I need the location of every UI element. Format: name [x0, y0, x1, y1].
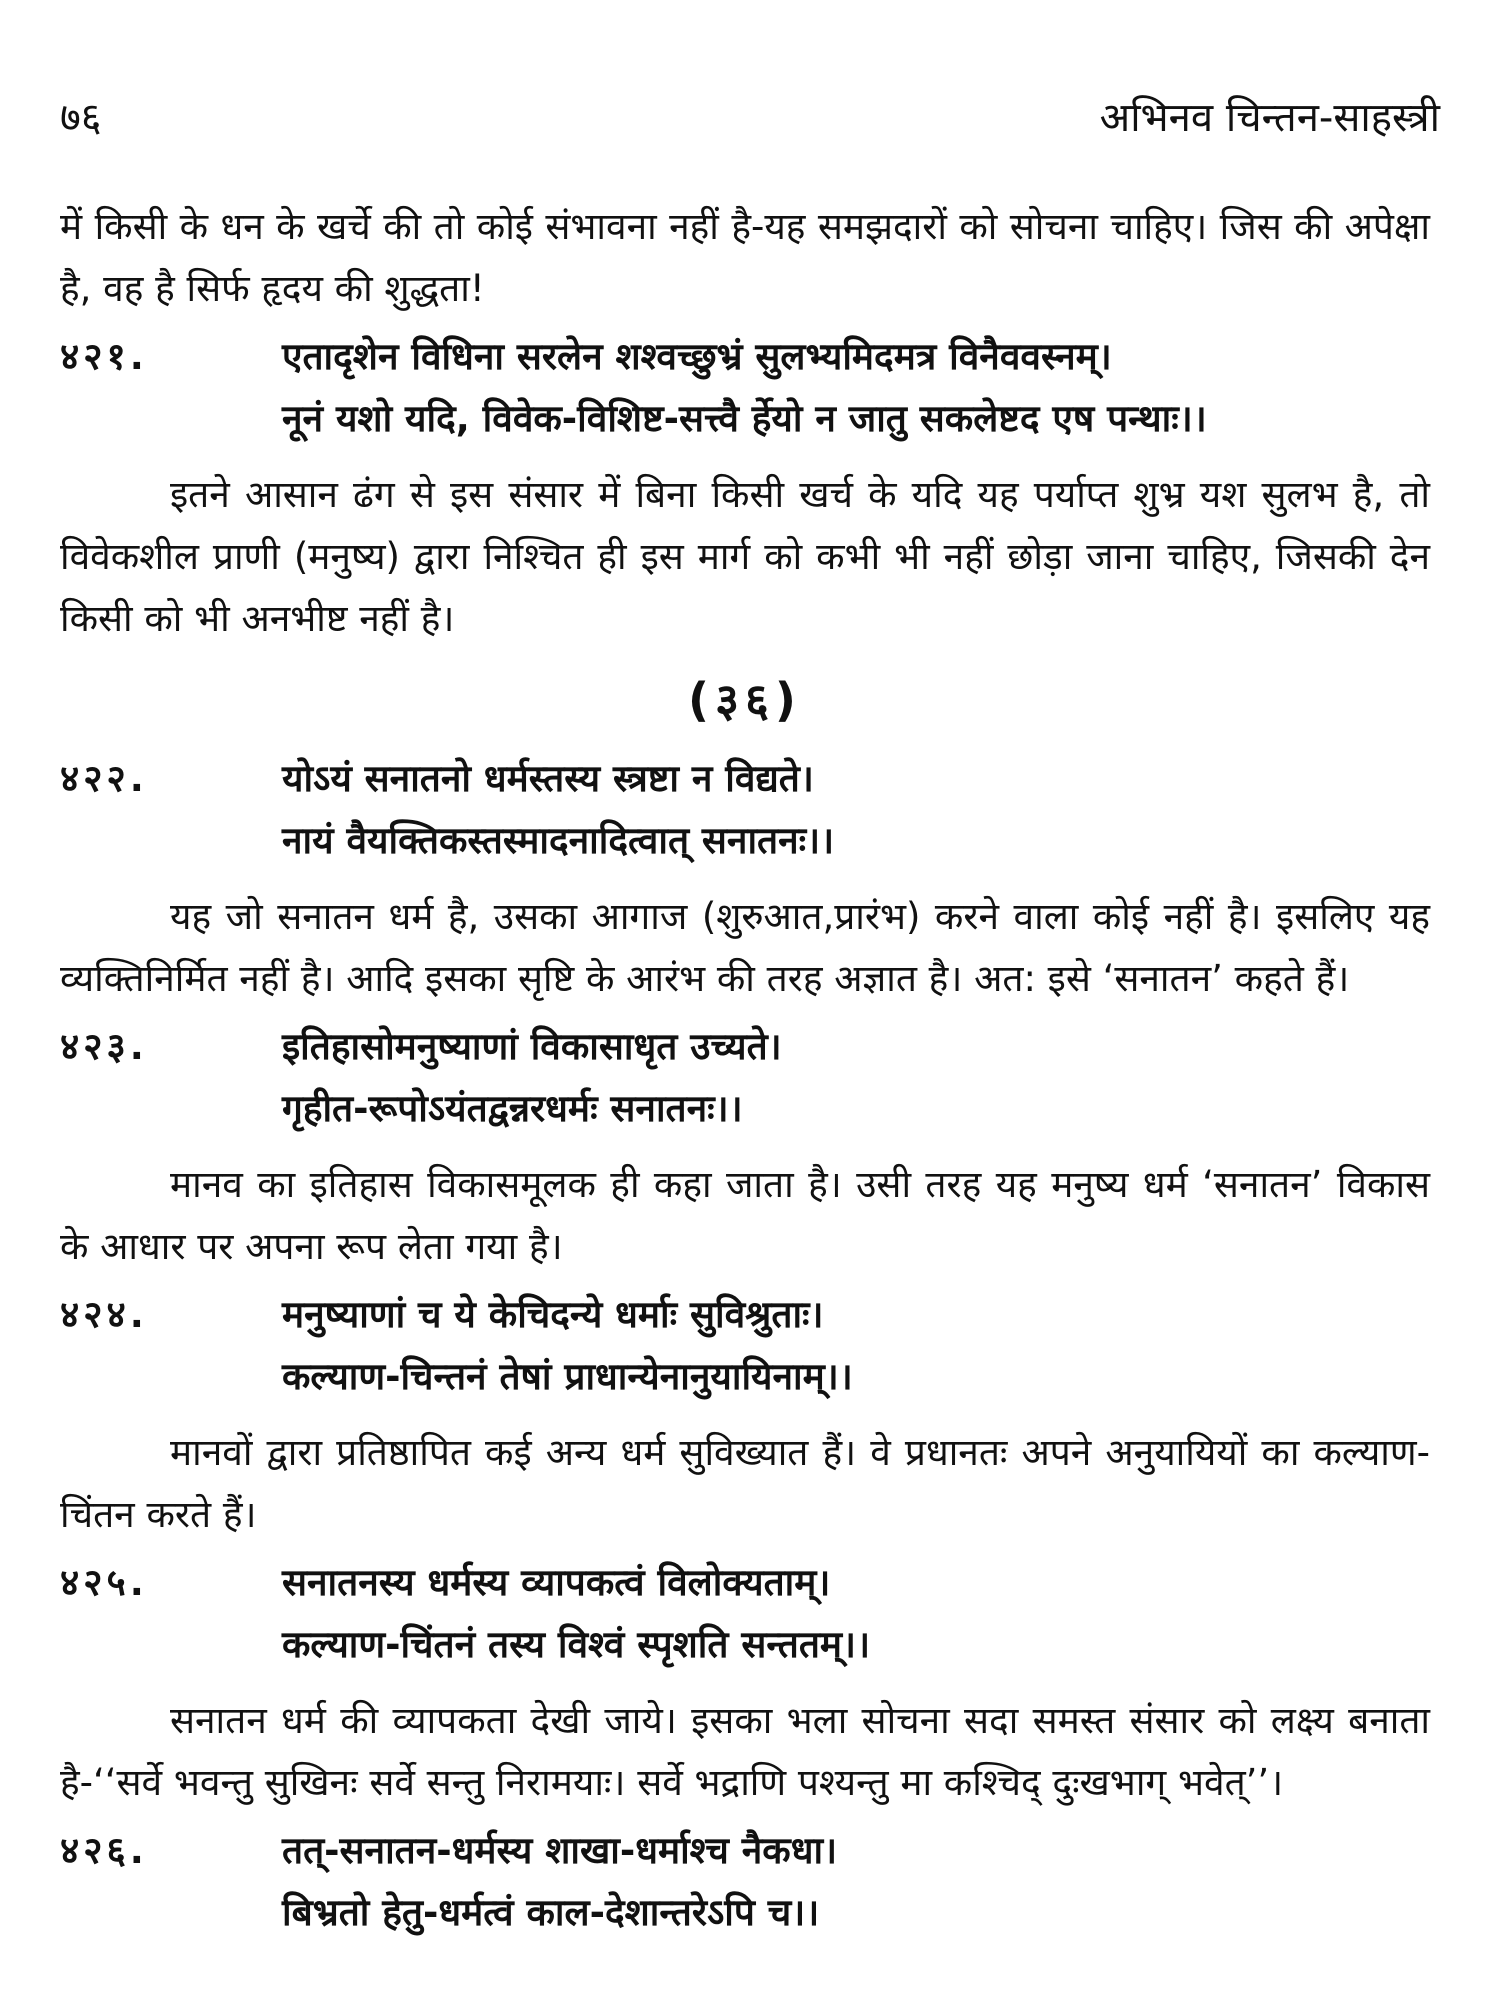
verse: [60, 1552, 1430, 1676]
verse-number: ४२५.: [60, 1561, 148, 1604]
verse-number: ४२२.: [60, 757, 148, 800]
verse-line: नायं वैयक्तिकस्तस्मादनादित्वात् सनातनः।।: [282, 819, 835, 862]
verse: [60, 1016, 1430, 1140]
verse-line: एतादृशेन विधिना सरलेन शश्वच्छुभ्रं सुलभ्यमिदमत्र विनैववस्नम्।: [282, 335, 1112, 378]
verse-line: तत्-सनातन-धर्मस्य शाखा-धर्माश्च नैकधा।: [282, 1829, 838, 1872]
verse-line: योऽयं सनातनो धर्मस्तस्य स्त्रष्टा न विद्यते।: [282, 757, 814, 800]
running-title: अभिनव चिन्तन-साहस्त्री: [1099, 95, 1440, 141]
verse-line: सनातनस्य धर्मस्य व्यापकत्वं विलोक्यताम्।: [282, 1561, 831, 1604]
verse-number: ४२३.: [60, 1025, 148, 1068]
verse-lines: [282, 326, 1430, 450]
verse-lines: [282, 1552, 1430, 1676]
verse-line: इतिहासोमनुष्याणां विकासाधृत उच्यते।: [282, 1025, 782, 1068]
verse-line: कल्याण-चिन्तनं तेषां प्राधान्येनानुयायिनाम्।।: [282, 1355, 853, 1398]
verse-line: नूनं यशो यदि, विवेक-विशिष्ट-सत्त्वै र्हेयो न जातु सकलेष्टद एष पन्थाः।।: [282, 397, 1207, 440]
paragraph: यह जो सनातन धर्म है, उसका आगाज (शुरुआत,प्रारंभ) करने वाला कोई नहीं है। इसलिए यह व्यक्तिनिर्मित नहीं है। आदि इसका सृष्टि के आरंभ की तरह अज्ञात है। अत: इसे ‘सनातन’ कहते हैं।: [60, 895, 1430, 1000]
page-header: [60, 88, 1440, 148]
verse: [60, 748, 1430, 872]
paragraph: मानवों द्वारा प्रतिष्ठापित कई अन्य धर्म सुविख्यात हैं। वे प्रधानतः अपने अनुयायियों का कल्याण-चिंतन करते हैं।: [60, 1431, 1430, 1536]
verse-lines: [282, 1016, 1430, 1140]
verse-line: कल्याण-चिंतनं तस्य विश्वं स्पृशति सन्ततम्।।: [282, 1623, 871, 1666]
page-number: ७६: [60, 95, 102, 141]
verse-number: ४२१.: [60, 335, 148, 378]
verse-lines: [282, 748, 1430, 872]
verse-number: ४२४.: [60, 1293, 148, 1336]
verse-line: बिभ्रतो हेतु-धर्मत्वं काल-देशान्तरेऽपि च।।: [282, 1891, 820, 1934]
verse: [60, 1284, 1430, 1408]
verse-line: मनुष्याणां च ये केचिदन्ये धर्माः सुविश्रुताः।: [282, 1293, 824, 1336]
verse-number: ४२६.: [60, 1829, 148, 1872]
verse-lines: [282, 1284, 1430, 1408]
verse-lines: [282, 1820, 1430, 1944]
verse: [60, 1820, 1430, 1944]
paragraph: इतने आसान ढंग से इस संसार में बिना किसी खर्च के यदि यह पर्याप्त शुभ्र यश सुलभ है, तो विवेकशील प्राणी (मनुष्य) द्वारा निश्चित ही इस मार्ग को कभी भी नहीं छोड़ा जाना चाहिए, जिसकी देन किसी को भी अनभीष्ट नहीं है।: [60, 473, 1430, 640]
paragraph: में किसी के धन के खर्चे की तो कोई संभावना नहीं है-यह समझदारों को सोचना चाहिए। जिस की अपेक्षा है, वह है सिर्फ हृदय की शुद्धता!: [60, 205, 1430, 310]
paragraph: मानव का इतिहास विकासमूलक ही कहा जाता है। उसी तरह यह मनुष्य धर्म ‘सनातन’ विकास के आधार पर अपना रूप लेता गया है।: [60, 1163, 1430, 1268]
page-body: [60, 196, 1430, 1958]
section-heading: (३६): [688, 673, 802, 727]
paragraph: सनातन धर्म की व्यापकता देखी जाये। इसका भला सोचना सदा समस्त संसार को लक्ष्य बनाता है-‘‘सर्वे भवन्तु सुखिनः सर्वे सन्तु निरामयाः। सर्वे भद्राणि पश्यन्तु मा कश्चिद् दुःखभाग् भवेत्’’।: [60, 1699, 1430, 1804]
verse: [60, 326, 1430, 450]
verse-line: गृहीत-रूपोऽयंतद्वन्नरधर्मः सनातनः।।: [282, 1087, 743, 1130]
